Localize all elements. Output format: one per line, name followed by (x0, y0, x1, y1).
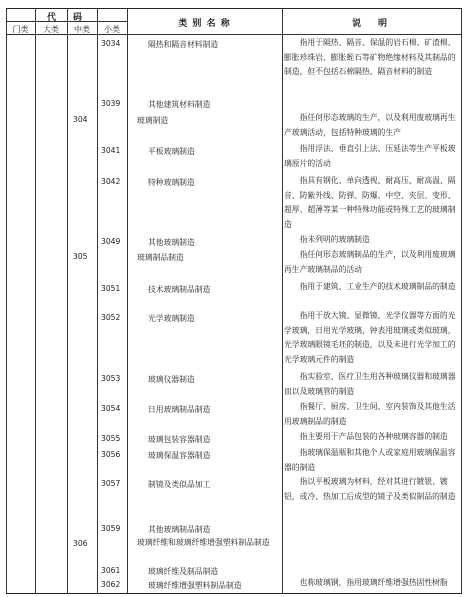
column-divider (67, 8, 68, 594)
xiao-code: 3051 (101, 284, 121, 293)
xiao-code: 3057 (101, 479, 121, 488)
zhong-code: 306 (73, 539, 88, 548)
category-name: 玻璃制造 (137, 116, 169, 125)
header-xiao: 小类 (104, 25, 120, 34)
table-border-right (461, 8, 462, 594)
category-name: 玻璃包装容器制造 (148, 435, 211, 444)
xiao-code: 3052 (101, 313, 121, 322)
category-name: 玻璃纤维及制品制造 (148, 567, 219, 576)
table-frame (6, 8, 462, 594)
category-description: 指用浮法、垂直引上法、压延法等生产平板玻璃原片的活动 (284, 144, 456, 168)
category-description: 指用于建筑、工业生产的技术玻璃制品的制造 (299, 282, 456, 291)
column-divider (127, 8, 128, 594)
category-name: 特种玻璃制造 (148, 178, 195, 187)
xiao-code: 3054 (101, 404, 121, 413)
xiao-code: 3042 (101, 177, 121, 186)
category-name: 玻璃纤维增强塑料制品制造 (148, 581, 242, 590)
category-name: 日用玻璃制品制造 (148, 405, 211, 414)
header-code: 代 码 (46, 13, 86, 23)
category-description: 指未列明的玻璃制造 (299, 235, 370, 244)
category-description: 指用于放大镜、显微镜、光学仪器等方面的光学玻璃，日用光学玻璃，钟表用玻璃或类似玻璃，光学玻璃眼镜毛坯的制造，以及未进行光学加工的光学玻璃元件的制造 (284, 311, 456, 364)
category-description: 指餐厅、厨房、卫生间、室内装饰及其他生活用玻璃制品的制造 (284, 402, 456, 426)
category-name: 玻璃制品制造 (137, 253, 184, 262)
xiao-code: 3061 (101, 566, 121, 575)
category-name: 玻璃仪器制造 (148, 375, 195, 384)
category-name: 玻璃保温容器制造 (148, 451, 211, 460)
category-description: 指具有钢化、单向透视、耐高压、耐高温、隔音、防紫外线、防弹、防爆、中空、夹层、变形、超厚、超薄等某一种特殊功能或特殊工艺的玻璃制造 (284, 176, 456, 229)
category-description: 指任何形态玻璃的生产，以及利用废玻璃再生产玻璃活动，包括特种玻璃的生产 (284, 113, 456, 137)
category-name: 其他建筑材料制造 (148, 100, 211, 109)
category-name: 玻璃纤维和玻璃纤维增强塑料制品制造 (137, 538, 270, 547)
column-divider (35, 8, 36, 594)
category-description: 指玻璃保温瓶和其他个人或家庭用玻璃保温容器的制造 (284, 448, 456, 472)
zhong-code: 305 (73, 252, 88, 261)
column-divider (282, 8, 283, 594)
xiao-code: 3053 (101, 374, 121, 383)
xiao-code: 3039 (101, 99, 121, 108)
header-name: 类 别 名 称 (178, 19, 231, 29)
xiao-code: 3034 (101, 39, 121, 48)
xiao-code: 3055 (101, 434, 121, 443)
xiao-code: 3041 (101, 146, 121, 155)
category-name: 隔热和隔音材料制造 (148, 40, 219, 49)
category-name: 光学玻璃制造 (148, 314, 195, 323)
header-desc: 说 明 (351, 19, 391, 29)
header-men: 门类 (12, 25, 29, 34)
xiao-code: 3049 (101, 237, 121, 246)
xiao-code: 3062 (101, 580, 121, 589)
category-description: 也称玻璃钢，指用玻璃纤维增强热固性树脂 (299, 578, 448, 587)
category-name: 制镜及类似品加工 (148, 480, 211, 489)
category-description: 指用于隔热、隔音、保温的岩石棉、矿渣棉、膨胀珍珠岩、膨胀蛭石等矿物绝缘材料及其制品的制造，但不包括石棉隔热、隔音材料的制造 (284, 38, 456, 77)
category-name: 其他玻璃制品制造 (148, 525, 211, 534)
category-name: 平板玻璃制造 (148, 147, 195, 156)
zhong-code: 304 (73, 115, 88, 124)
category-description: 指主要用于产品包装的各种玻璃容器的制造 (299, 432, 448, 441)
header-zhong: 中类 (74, 25, 90, 34)
category-name: 其他玻璃制造 (148, 238, 195, 247)
category-description: 指任何形态玻璃制品的生产，以及利用废玻璃再生产玻璃制品的活动 (284, 250, 456, 274)
column-divider (97, 8, 98, 594)
header-da: 大类 (43, 25, 59, 34)
category-name: 技术玻璃制品制造 (148, 285, 211, 294)
xiao-code: 3059 (101, 524, 121, 533)
category-description: 指以平板玻璃为材料，经对其进行镀银、镀铝，或冷、热加工后成型的镜子及类似制品的制造 (284, 477, 456, 501)
xiao-code: 3056 (101, 450, 121, 459)
table-border-left (6, 8, 7, 594)
category-description: 指实验室、医疗卫生用各种玻璃仪器和玻璃器皿以及玻璃管的制造 (284, 372, 456, 396)
